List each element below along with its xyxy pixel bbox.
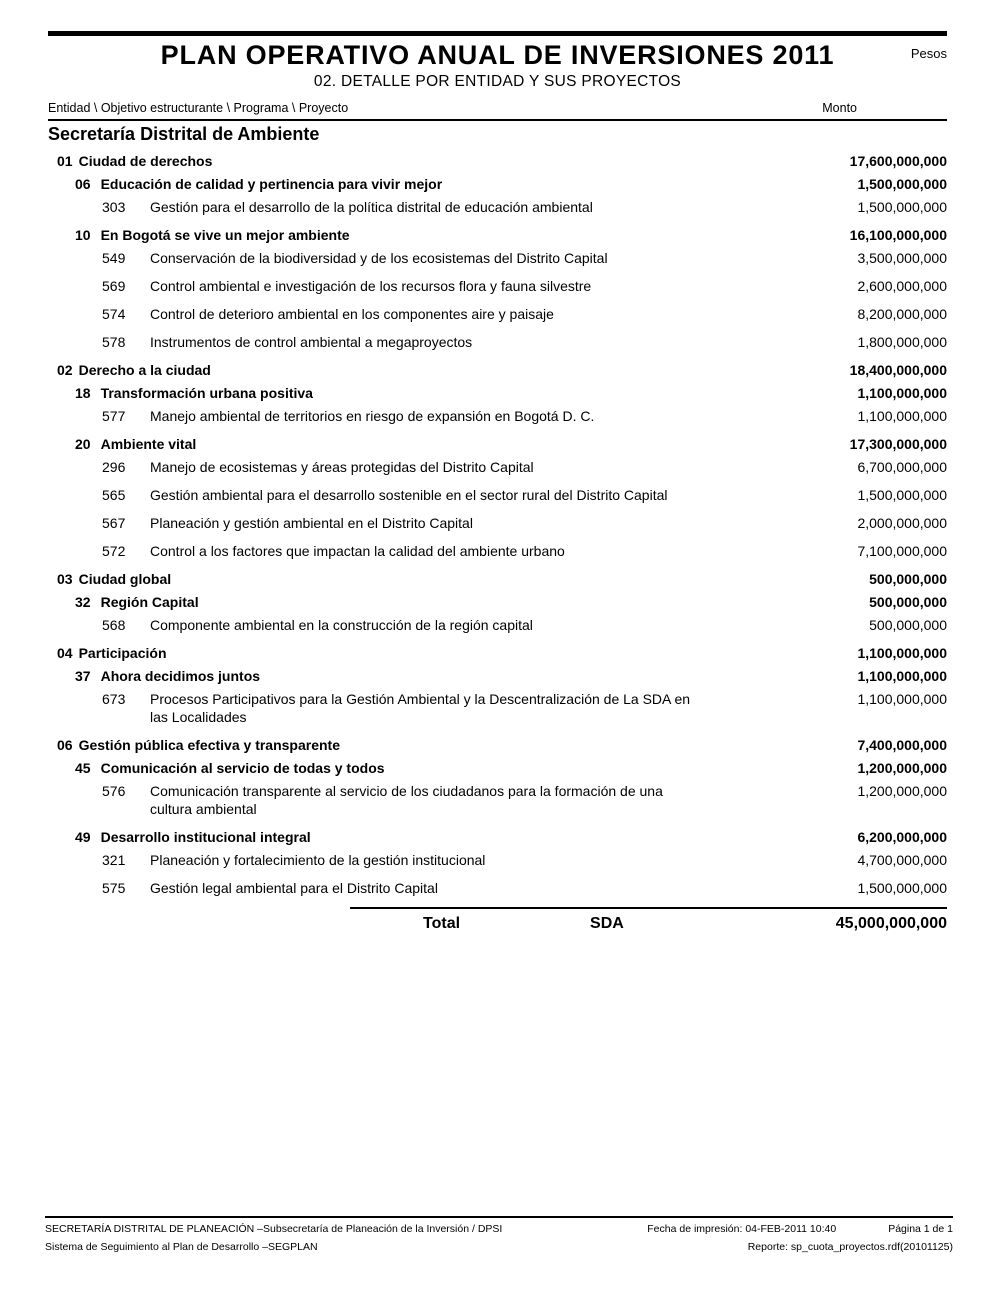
row-label: Ambiente vital xyxy=(100,436,197,452)
row-label: En Bogotá se vive un mejor ambiente xyxy=(100,227,350,243)
row-amount: 500,000,000 xyxy=(869,617,947,633)
total-amount: 45,000,000,000 xyxy=(835,915,947,932)
row-label: Gestión pública efectiva y transparente xyxy=(78,737,340,753)
row-amount: 3,500,000,000 xyxy=(857,250,947,266)
entity-title: Secretaría Distrital de Ambiente xyxy=(48,124,320,144)
table-row xyxy=(48,570,947,588)
row-label: Ciudad global xyxy=(78,571,172,587)
row-label: Gestión ambiental para el desarrollo sostenible en el sector rural del Distrito Capital xyxy=(150,487,668,503)
row-code: 45 xyxy=(75,760,91,776)
row-code: 567 xyxy=(102,515,126,531)
table-row xyxy=(48,226,947,244)
row-label: Ciudad de derechos xyxy=(78,153,213,169)
row-label: Transformación urbana positiva xyxy=(100,385,313,401)
row-amount: 7,100,000,000 xyxy=(857,543,947,559)
row-code: 574 xyxy=(102,306,126,322)
row-code: 06 xyxy=(75,176,91,192)
table-row xyxy=(48,198,947,216)
table-row xyxy=(48,361,947,379)
row-code: 32 xyxy=(75,594,91,610)
table-row xyxy=(48,333,947,351)
row-amount: 500,000,000 xyxy=(869,594,947,610)
row-amount: 1,100,000,000 xyxy=(857,408,947,424)
table-row xyxy=(48,305,947,323)
row-code: 296 xyxy=(102,459,126,475)
footer-print-date: Fecha de impresión: 04-FEB-2011 10:40 xyxy=(647,1223,837,1235)
footer-system-line: Sistema de Seguimiento al Plan de Desarrollo –SEGPLAN xyxy=(45,1241,318,1253)
row-code: 568 xyxy=(102,617,126,633)
total-rule xyxy=(350,907,947,909)
row-code: 673 xyxy=(102,691,126,707)
row-amount: 16,100,000,000 xyxy=(849,227,947,243)
row-code: 20 xyxy=(75,436,91,452)
table-rows xyxy=(48,152,947,897)
footer-line-2 xyxy=(45,1241,953,1254)
row-label: Componente ambiental en la construcción de la región capital xyxy=(150,617,533,633)
header-rule xyxy=(48,119,947,121)
row-label: Manejo ambiental de territorios en riesgo de expansión en Bogotá D. C. xyxy=(150,408,595,424)
row-amount: 8,200,000,000 xyxy=(857,306,947,322)
row-amount: 1,500,000,000 xyxy=(857,487,947,503)
table-row xyxy=(48,407,947,425)
row-label: Gestión legal ambiental para el Distrito Capital xyxy=(150,880,438,896)
row-amount: 1,100,000,000 xyxy=(857,385,947,401)
row-amount: 1,100,000,000 xyxy=(857,668,947,684)
table-row xyxy=(48,384,947,402)
row-code: 02 xyxy=(57,362,73,378)
row-code: 569 xyxy=(102,278,126,294)
row-amount: 6,200,000,000 xyxy=(857,829,947,845)
row-label: Región Capital xyxy=(100,594,199,610)
top-rule xyxy=(48,31,947,36)
table-row xyxy=(48,486,947,504)
row-label: Instrumentos de control ambiental a megaproyectos xyxy=(150,334,473,350)
row-label: Ahora decidimos juntos xyxy=(100,668,261,684)
row-code: 06 xyxy=(57,737,73,753)
row-code: 37 xyxy=(75,668,91,684)
row-code: 549 xyxy=(102,250,126,266)
row-amount: 1,800,000,000 xyxy=(857,334,947,350)
table-row xyxy=(48,690,947,726)
row-amount: 1,500,000,000 xyxy=(857,199,947,215)
table-row xyxy=(48,879,947,897)
table-row xyxy=(48,759,947,777)
total-entity-code: SDA xyxy=(590,915,624,932)
table-row xyxy=(48,736,947,754)
row-amount: 500,000,000 xyxy=(869,571,947,587)
row-amount: 1,100,000,000 xyxy=(857,691,947,707)
footer-org-line: SECRETARÍA DISTRITAL DE PLANEACIÓN –Subsecretaría de Planeación de la Inversión / DPSI xyxy=(45,1223,503,1235)
table-row xyxy=(48,175,947,193)
footer-page-number: Página 1 de 1 xyxy=(888,1223,953,1235)
table-row xyxy=(48,152,947,170)
row-amount: 6,700,000,000 xyxy=(857,459,947,475)
row-amount: 17,300,000,000 xyxy=(849,436,947,452)
table-row xyxy=(48,828,947,846)
row-amount: 2,600,000,000 xyxy=(857,278,947,294)
row-label: Planeación y gestión ambiental en el Distrito Capital xyxy=(150,515,473,531)
row-label: Control a los factores que impactan la calidad del ambiente urbano xyxy=(150,543,565,559)
table-row xyxy=(48,514,947,532)
table-row xyxy=(48,542,947,560)
table-row xyxy=(48,458,947,476)
report-title: PLAN OPERATIVO ANUAL DE INVERSIONES 2011 xyxy=(160,40,835,70)
table-row xyxy=(48,277,947,295)
row-code: 321 xyxy=(102,852,126,868)
row-label: Educación de calidad y pertinencia para vivir mejor xyxy=(100,176,443,192)
row-code: 04 xyxy=(57,645,73,661)
row-label: Manejo de ecosistemas y áreas protegidas del Distrito Capital xyxy=(150,459,534,475)
total-label: Total xyxy=(423,915,461,932)
table-row xyxy=(48,593,947,611)
table-row xyxy=(48,616,947,634)
table-row xyxy=(48,435,947,453)
column-header-hierarchy: Entidad \ Objetivo estructurante \ Programa \ Proyecto xyxy=(48,101,349,115)
currency-unit-label: Pesos xyxy=(910,46,947,61)
row-label: Conservación de la biodiversidad y de los ecosistemas del Distrito Capital xyxy=(150,250,608,266)
table-row xyxy=(48,249,947,267)
row-code: 565 xyxy=(102,487,126,503)
row-label: Procesos Participativos para la Gestión Ambiental y la Descentralización de La SDA en las Localidades xyxy=(150,691,691,725)
footer-rule xyxy=(45,1216,953,1218)
footer-line-1 xyxy=(45,1223,953,1236)
title-row xyxy=(48,40,947,70)
row-amount: 1,100,000,000 xyxy=(857,645,947,661)
footer-report-name: Reporte: sp_cuota_proyectos.rdf(20101125) xyxy=(747,1241,953,1253)
row-amount: 17,600,000,000 xyxy=(849,153,947,169)
row-amount: 1,200,000,000 xyxy=(857,783,947,799)
column-header-row xyxy=(48,101,947,115)
table-row xyxy=(48,644,947,662)
row-label: Derecho a la ciudad xyxy=(78,362,211,378)
row-label: Planeación y fortalecimiento de la gestión institucional xyxy=(150,852,486,868)
table-row xyxy=(48,667,947,685)
report-content xyxy=(48,0,947,933)
row-amount: 1,200,000,000 xyxy=(857,760,947,776)
row-label: Comunicación transparente al servicio de los ciudadanos para la formación de una cultura ambiental xyxy=(150,783,663,817)
row-code: 303 xyxy=(102,199,126,215)
row-code: 576 xyxy=(102,783,126,799)
row-code: 18 xyxy=(75,385,91,401)
table-row xyxy=(48,782,947,818)
row-label: Comunicación al servicio de todas y todos xyxy=(100,760,385,776)
row-code: 01 xyxy=(57,153,73,169)
row-code: 49 xyxy=(75,829,91,845)
row-code: 578 xyxy=(102,334,126,350)
row-amount: 2,000,000,000 xyxy=(857,515,947,531)
page-footer xyxy=(45,1216,953,1254)
row-amount: 1,500,000,000 xyxy=(857,880,947,896)
row-label: Participación xyxy=(78,645,167,661)
row-code: 10 xyxy=(75,227,91,243)
row-code: 03 xyxy=(57,571,73,587)
row-amount: 7,400,000,000 xyxy=(857,737,947,753)
report-subtitle: 02. DETALLE POR ENTIDAD Y SUS PROYECTOS xyxy=(313,73,682,90)
row-amount: 1,500,000,000 xyxy=(857,176,947,192)
row-code: 572 xyxy=(102,543,126,559)
column-header-monto: Monto xyxy=(822,101,857,115)
row-label: Desarrollo institucional integral xyxy=(100,829,311,845)
table-row xyxy=(48,851,947,869)
row-amount: 18,400,000,000 xyxy=(849,362,947,378)
row-label: Gestión para el desarrollo de la política distrital de educación ambiental xyxy=(150,199,593,215)
row-code: 575 xyxy=(102,880,126,896)
row-label: Control de deterioro ambiental en los componentes aire y paisaje xyxy=(150,306,554,322)
row-amount: 4,700,000,000 xyxy=(857,852,947,868)
total-row xyxy=(48,914,947,933)
row-code: 577 xyxy=(102,408,126,424)
row-label: Control ambiental e investigación de los recursos flora y fauna silvestre xyxy=(150,278,592,294)
